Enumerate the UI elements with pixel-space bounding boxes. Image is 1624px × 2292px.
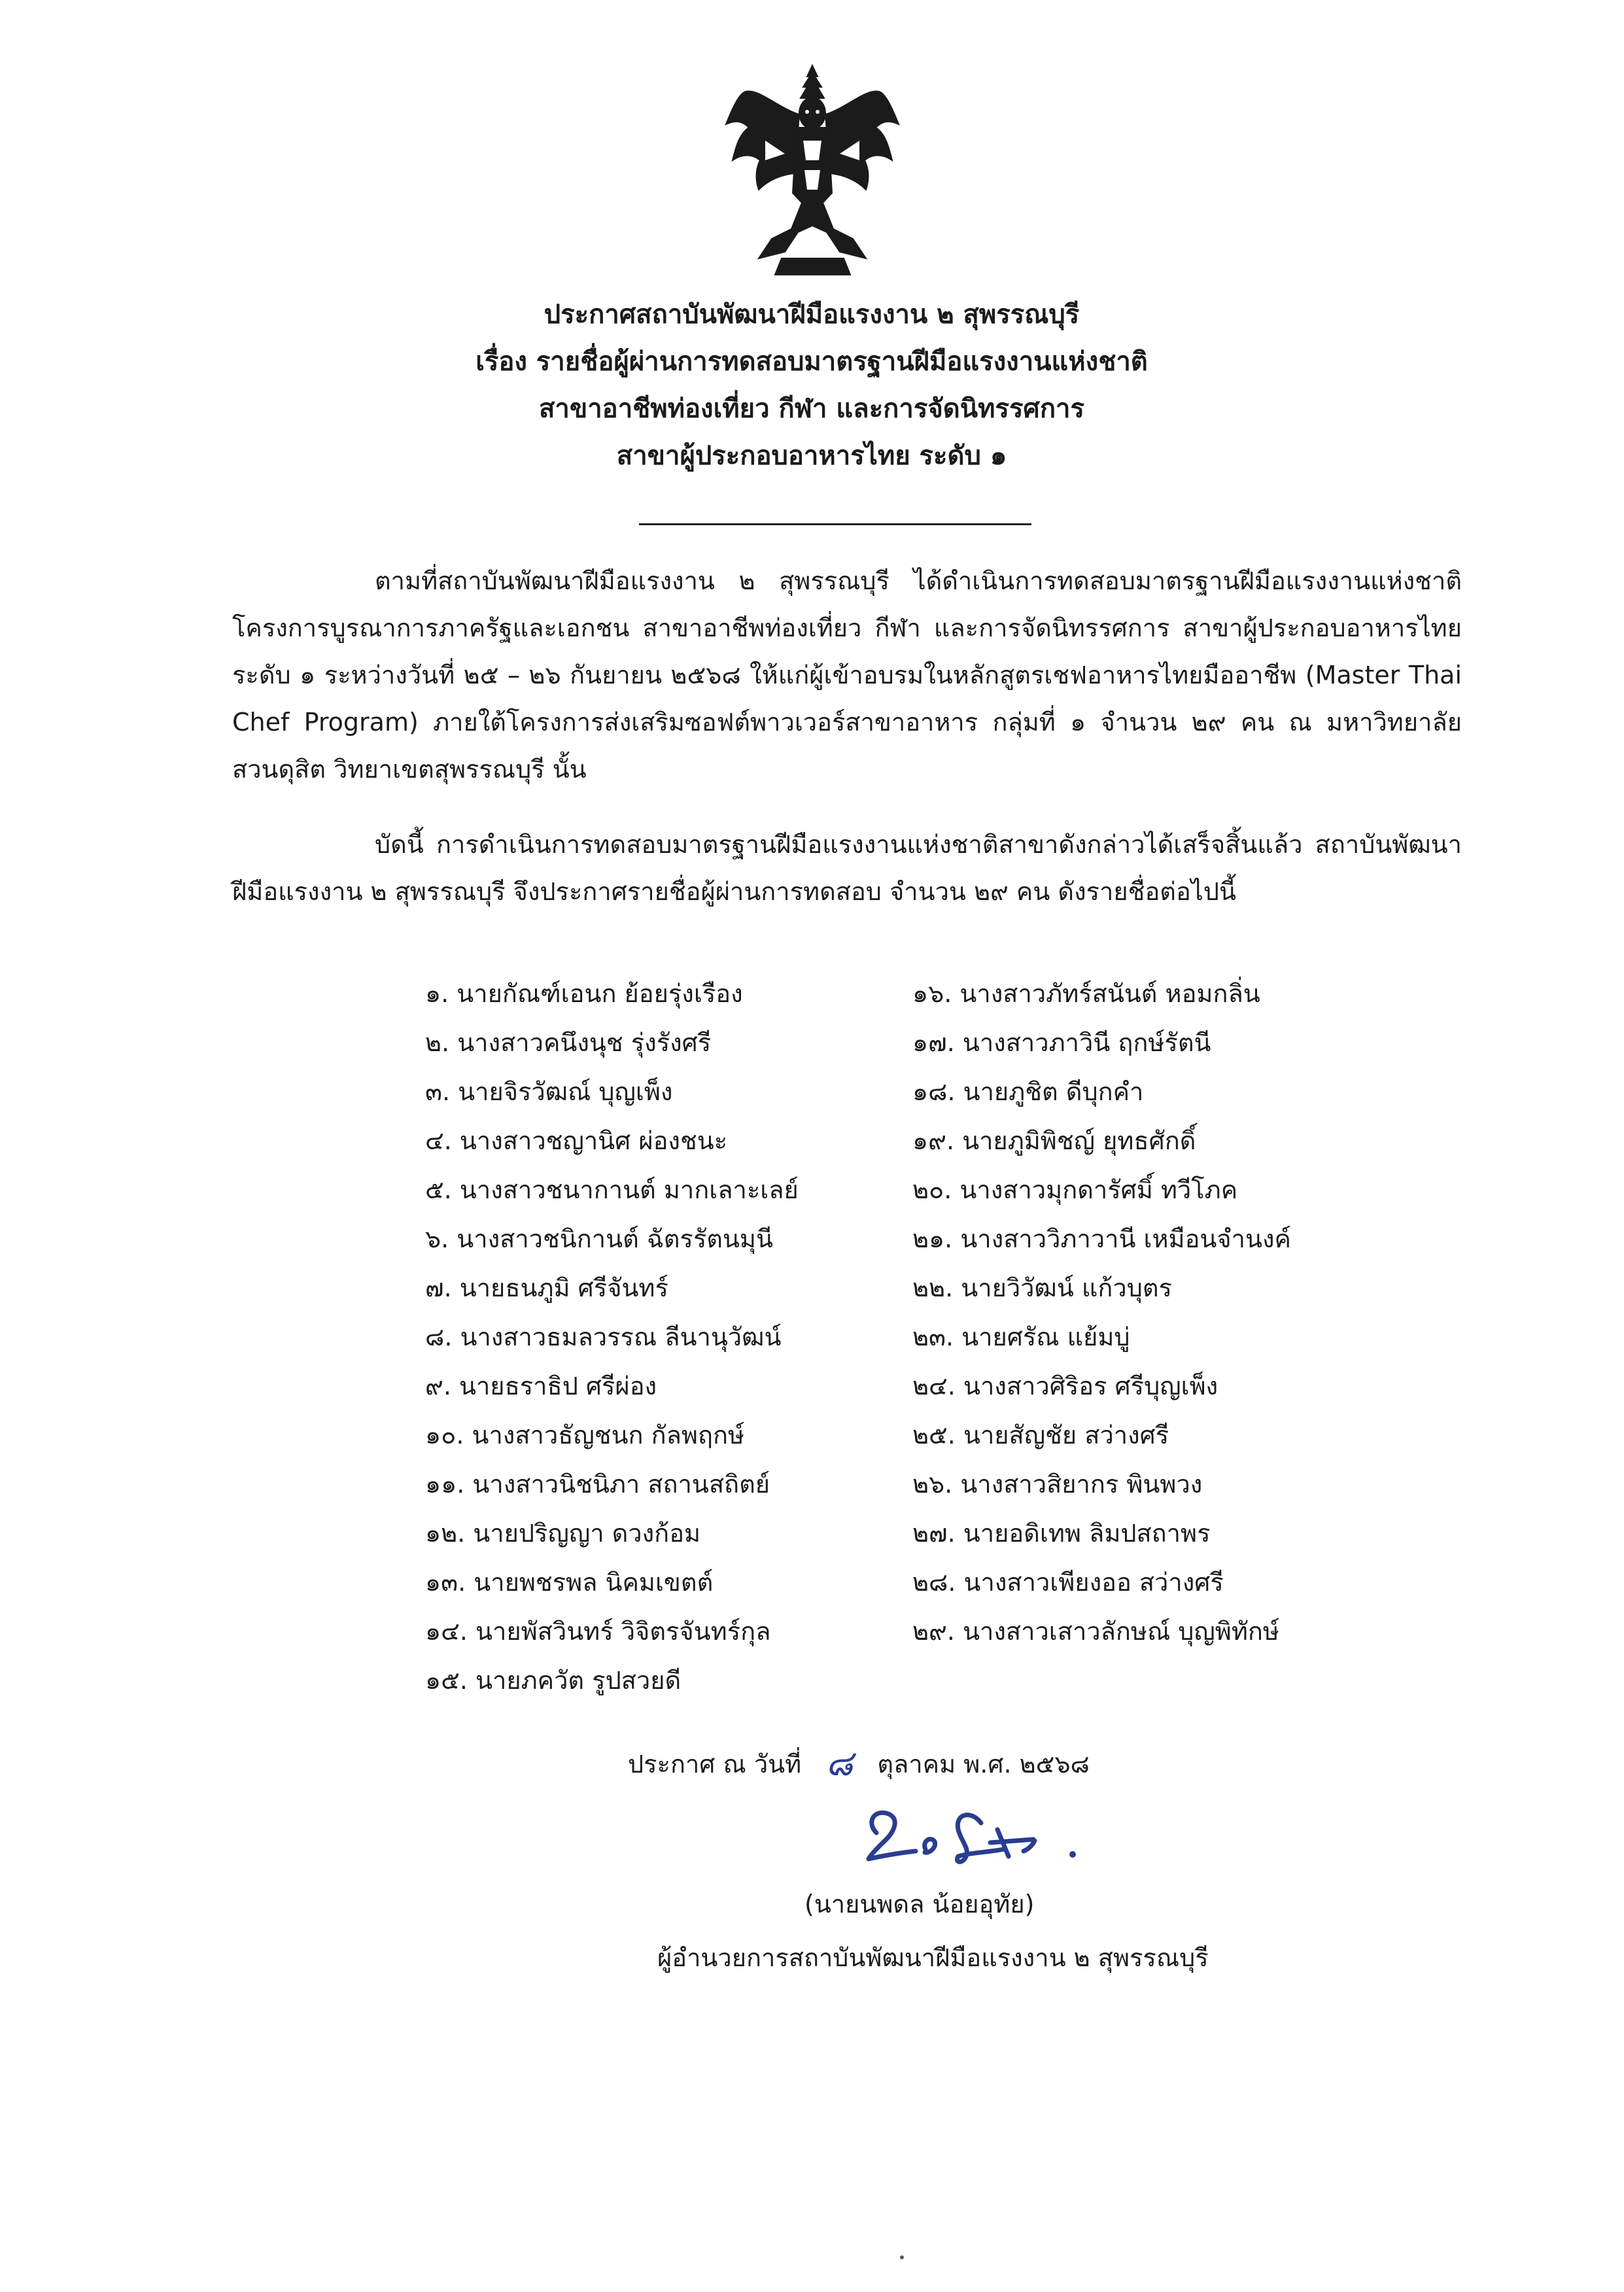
signer-position: ผู้อำนวยการสถาบันพัฒนาฝีมือแรงงาน ๒ สุพรรณบุรี bbox=[657, 1943, 1209, 1972]
names-list-right bbox=[912, 969, 1291, 1656]
signer-name: (นายนพดล น้อยอุทัย) bbox=[804, 1890, 1035, 1919]
handwritten-signature-icon bbox=[857, 1794, 1105, 1879]
list-item: ๑. นายกัณฑ์เอนก ย้อยรุ่งเรือง bbox=[425, 979, 743, 1008]
list-item: ๒๖. นางสาวสิยากร พินพวง bbox=[912, 1470, 1203, 1499]
title-line-occupation-field: สาขาอาชีพท่องเที่ยว กีฬา และการจัดนิทรรศการ bbox=[538, 394, 1084, 424]
paragraph-background: ตามที่สถาบันพัฒนาฝีมือแรงงาน ๒ สุพรรณบุรี ได้ดำเนินการทดสอบมาตรฐานฝีมือแรงงานแห่งชาติ โครงการบูรณาการภาครัฐและเอกชน สาขาอาชีพท่องเที่ยว กีฬา และการจัดนิทรรศการ สาขาผู้ประกอบอาหารไทย ระดับ ๑ ระหว่างวันที่ ๒๕ – ๒๖ กันยายน ๒๕๖๘ ให้แก่ผู้เข้าอบรมในหลักสูตรเชฟอาหารไทยมืออาชีพ (Master Thai Chef Program) ภายใต้โครงการส่งเสริมซอฟต์พาวเวอร์สาขาอาหาร กลุ่มที่ ๑ จำนวน ๒๙ คน ณ มหาวิทยาลัยสวนดุสิต วิทยาเขตสุพรรณบุรี นั้น bbox=[232, 566, 1462, 784]
list-item: ๑๕. นายภควัต รูปสวยดี bbox=[425, 1666, 682, 1695]
list-item: ๒๐. นางสาวมุกดารัศมิ์ ทวีโภค bbox=[912, 1175, 1238, 1204]
announcement-title bbox=[223, 291, 1400, 479]
issue-date-day: ๘ bbox=[825, 1743, 854, 1784]
list-item: ๕. นางสาวชนากานต์ มากเลาะเลย์ bbox=[425, 1175, 799, 1204]
paragraph-announcement: บัดนี้ การดำเนินการทดสอบมาตรฐานฝีมือแรงงานแห่งชาติสาขาดังกล่าวได้เสร็จสิ้นแล้ว สถาบันพัฒนาฝีมือแรงงาน ๒ สุพรรณบุรี จึงประกาศรายชื่อผู้ผ่านการทดสอบ จำนวน ๒๙ คน ดังรายชื่อต่อไปนี้ bbox=[232, 830, 1462, 906]
list-item: ๒๕. นายสัญชัย สว่างศรี bbox=[912, 1421, 1169, 1450]
list-item: ๔. นางสาวชญานิศ ผ่องชนะ bbox=[425, 1126, 728, 1155]
title-line-branch-level: สาขาผู้ประกอบอาหารไทย ระดับ ๑ bbox=[616, 441, 1007, 471]
list-item: ๒๒. นายวิวัฒน์ แก้วบุตร bbox=[912, 1274, 1172, 1302]
list-item: ๒๑. นางสาววิภาวานี เหมือนจำนงค์ bbox=[912, 1224, 1291, 1253]
list-item: ๓. นายจิรวัฒณ์ บุญเพ็ง bbox=[425, 1077, 673, 1106]
list-item: ๘. นางสาวธมลวรรณ ลีนานุวัฒน์ bbox=[425, 1323, 782, 1351]
list-item: ๑๓. นายพชรพล นิคมเขตต์ bbox=[425, 1568, 714, 1597]
list-item: ๑๖. นางสาวภัทร์สนันต์ หอมกลิ่น bbox=[912, 979, 1260, 1008]
list-item: ๒๗. นายอดิเทพ ลิมปสถาพร bbox=[912, 1519, 1211, 1548]
page-speck bbox=[900, 2255, 904, 2259]
names-list-left bbox=[425, 969, 799, 1705]
list-item: ๒๔. นางสาวศิริอร ศรีบุญเพ็ง bbox=[912, 1372, 1218, 1400]
title-line-institute: ประกาศสถาบันพัฒนาฝีมือแรงงาน ๒ สุพรรณบุรี bbox=[544, 300, 1080, 330]
list-item: ๖. นางสาวชนิกานต์ ฉัตรรัตนมุนี bbox=[425, 1224, 773, 1253]
list-item: ๑๔. นายพัสวินทร์ วิจิตรจันทร์กุล bbox=[425, 1617, 771, 1646]
list-item: ๑๗. นางสาวภาวินี ฤกษ์รัตนี bbox=[912, 1028, 1211, 1057]
list-item: ๒. นางสาวคนึงนุช รุ่งรังศรี bbox=[425, 1028, 712, 1057]
list-item: ๑๘. นายภูชิต ดีบุกคำ bbox=[912, 1077, 1144, 1106]
issue-date-line bbox=[628, 1732, 1090, 1788]
list-item: ๑๒. นายปริญญา ดวงก้อม bbox=[425, 1519, 701, 1548]
list-item: ๗. นายธนภูมิ ศรีจันทร์ bbox=[425, 1274, 668, 1302]
garuda-emblem-icon bbox=[719, 62, 906, 278]
title-divider bbox=[639, 523, 1031, 525]
list-item: ๑๙. นายภูมิพิชญ์ ยุทธศักดิ์ bbox=[912, 1126, 1196, 1155]
list-item: ๒๘. นางสาวเพียงออ สว่างศรี bbox=[912, 1568, 1224, 1597]
issue-date-suffix: ตุลาคม พ.ศ. ๒๕๖๘ bbox=[877, 1750, 1090, 1779]
list-item: ๑๐. นางสาวธัญชนก กัลพฤกษ์ bbox=[425, 1421, 745, 1450]
list-item: ๑๑. นางสาวนิชนิภา สถานสถิตย์ bbox=[425, 1470, 770, 1499]
list-item: ๒๙. นางสาวเสาวลักษณ์ บุญพิทักษ์ bbox=[912, 1617, 1279, 1646]
list-item: ๒๓. นายศรัณ แย้มบู่ bbox=[912, 1323, 1130, 1351]
list-item: ๙. นายธราธิป ศรีผ่อง bbox=[425, 1372, 657, 1400]
title-line-subject: เรื่อง รายชื่อผู้ผ่านการทดสอบมาตรฐานฝีมือแรงงานแห่งชาติ bbox=[475, 347, 1148, 377]
issue-date-prefix: ประกาศ ณ วันที่ bbox=[628, 1750, 802, 1779]
